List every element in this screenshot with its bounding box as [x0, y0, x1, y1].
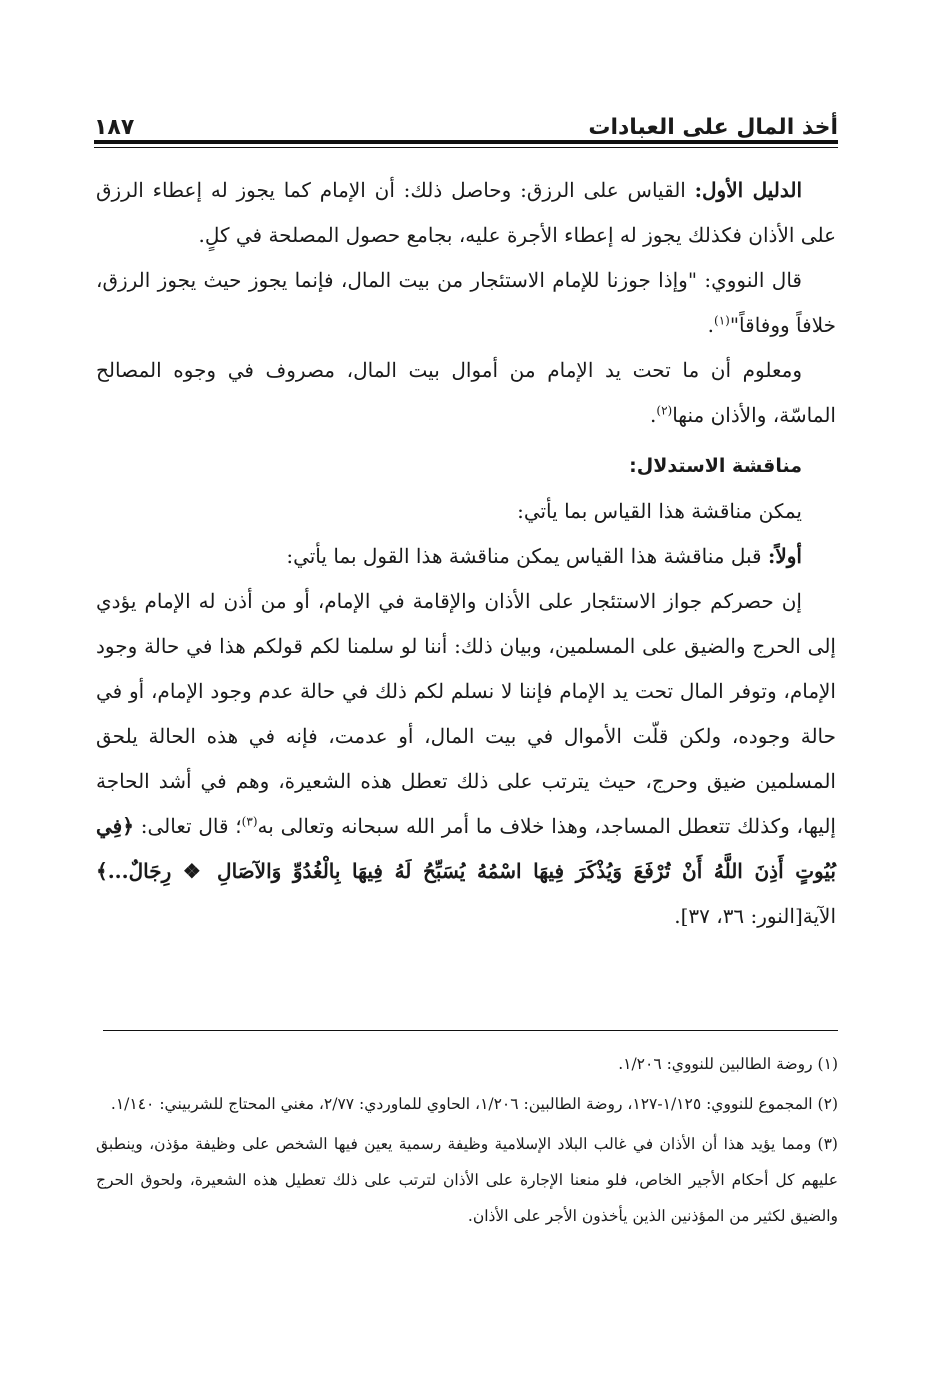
- page-number: ١٨٧: [94, 115, 135, 140]
- paragraph-text: ومعلوم أن ما تحت يد الإمام من أموال بيت المال، مصروف في وجوه المصالح الماسّة، والأذان منها: [96, 358, 836, 427]
- main-text: [96, 168, 836, 939]
- footnote-text: المجموع للنووي: ١/١٢٥-١٢٧، روضة الطالبين: ١/٢٠٦، الحاوي للماوردي: ٢/٧٧، مغني المحتاج للشربيني: ١/١٤٠.: [110, 1095, 813, 1113]
- paragraph-intro: يمكن مناقشة هذا القياس بما يأتي:: [517, 499, 802, 523]
- paragraph-end: .: [707, 313, 715, 337]
- header-rule-thin: [94, 147, 838, 148]
- running-title: أخذ المال على العبادات: [588, 115, 838, 140]
- footnotes: [96, 1046, 838, 1238]
- paragraph-end: .: [650, 403, 657, 427]
- footnote-text: روضة الطالبين للنووي: ١/٢٠٦.: [618, 1055, 813, 1073]
- paragraph-nawawi-quote: [96, 258, 836, 348]
- paragraph-text: قبل مناقشة هذا القياس يمكن مناقشة هذا القول بما يأتي:: [286, 544, 768, 568]
- paragraph-first-point: [96, 534, 836, 579]
- running-header: [94, 96, 838, 140]
- footnote-text: ومما يؤيد هذا أن الأذان في غالب البلاد الإسلامية وظيفة رسمية يعين فيها الشخص على وظيفة مؤذن، وينطبق عليهم كل أحكام الأجير الخاص، فلو منعنا الإجارة على الأذان لترتب على ذلك تعطيل هذه الشعيرة، ولحوق الحرج والضيق لكثير من المؤذنين الذين يأخذون الأجر على الأذان.: [96, 1135, 838, 1225]
- footnote-number: (٣): [817, 1135, 838, 1153]
- paragraph-text: قال النووي: "وإذا جوزنا للإمام الاستئجار من بيت المال، فإنما يجوز حيث يجوز الرزق، خلافاً ووفاقاً": [96, 268, 836, 337]
- footnote-item: [96, 1086, 838, 1122]
- paragraph-argument: [96, 579, 836, 939]
- footnote-ref[interactable]: (٢): [656, 403, 673, 418]
- paragraph-text: إن حصركم جواز الاستئجار على الأذان والإقامة في الإمام، أو من أذن له الإمام يؤدي إلى الحرج والضيق على المسلمين، وبيان ذلك: أننا لو سلمنا لكم قولكم هذا في حالة وجود الإمام، وتوفر المال تحت يد الإمام فإننا لا نسلم لكم ذلك في حالة عدم وجود الإمام، أو في حالة وجوده، ولكن قلّت الأموال في بيت المال، أو عدمت، فإنه في هذه الحالة يلحق المسلمين ضيق وحرج، حيث يترتب على ذلك تعطل هذه الشعيرة، وهم في أشد الحاجة إليها، وكذلك تتعطل المساجد، وهذا خلاف ما أمر الله سبحانه وتعالى به: [96, 589, 836, 838]
- header-rule-thick: [94, 140, 838, 144]
- footnote-number: (٢): [817, 1095, 838, 1113]
- footnote-item: [96, 1046, 838, 1082]
- evidence-label: الدليل الأول:: [694, 178, 803, 202]
- paragraph-first-evidence: [96, 168, 836, 258]
- paragraph-text: القياس على الرزق: وحاصل ذلك: أن الإمام كما يجوز له إعطاء الرزق على الأذان فكذلك يجوز له إعطاء الأجرة عليه، بجامع حصول المصلحة في كلٍ.: [96, 178, 836, 247]
- quran-verse: ﴿فِي بُيُوتٍ أَذِنَ اللَّهُ أَنْ تُرْفَعَ وَيُذْكَرَ فِيهَا اسْمُهُ يُسَبِّحُ لَهُ فِيهَا بِالْغُدُوِّ وَالآصَالِ ❖ رِجَالٌ...﴾: [96, 814, 836, 883]
- section-heading: مناقشة الاستدلال:: [629, 455, 802, 477]
- point-label: أولاً:: [767, 544, 802, 568]
- footnote-number: (١): [817, 1055, 838, 1073]
- footnote-ref[interactable]: (١): [714, 313, 730, 328]
- footnote-ref[interactable]: (٣): [241, 814, 258, 829]
- paragraph-public-funds: [96, 348, 836, 438]
- footnote-item: [96, 1126, 838, 1234]
- footnote-separator: [103, 1030, 838, 1031]
- verse-citation: الآية[النور: ٣٦، ٣٧].: [674, 904, 836, 928]
- paragraph-text: ؛ قال تعالى:: [133, 814, 242, 838]
